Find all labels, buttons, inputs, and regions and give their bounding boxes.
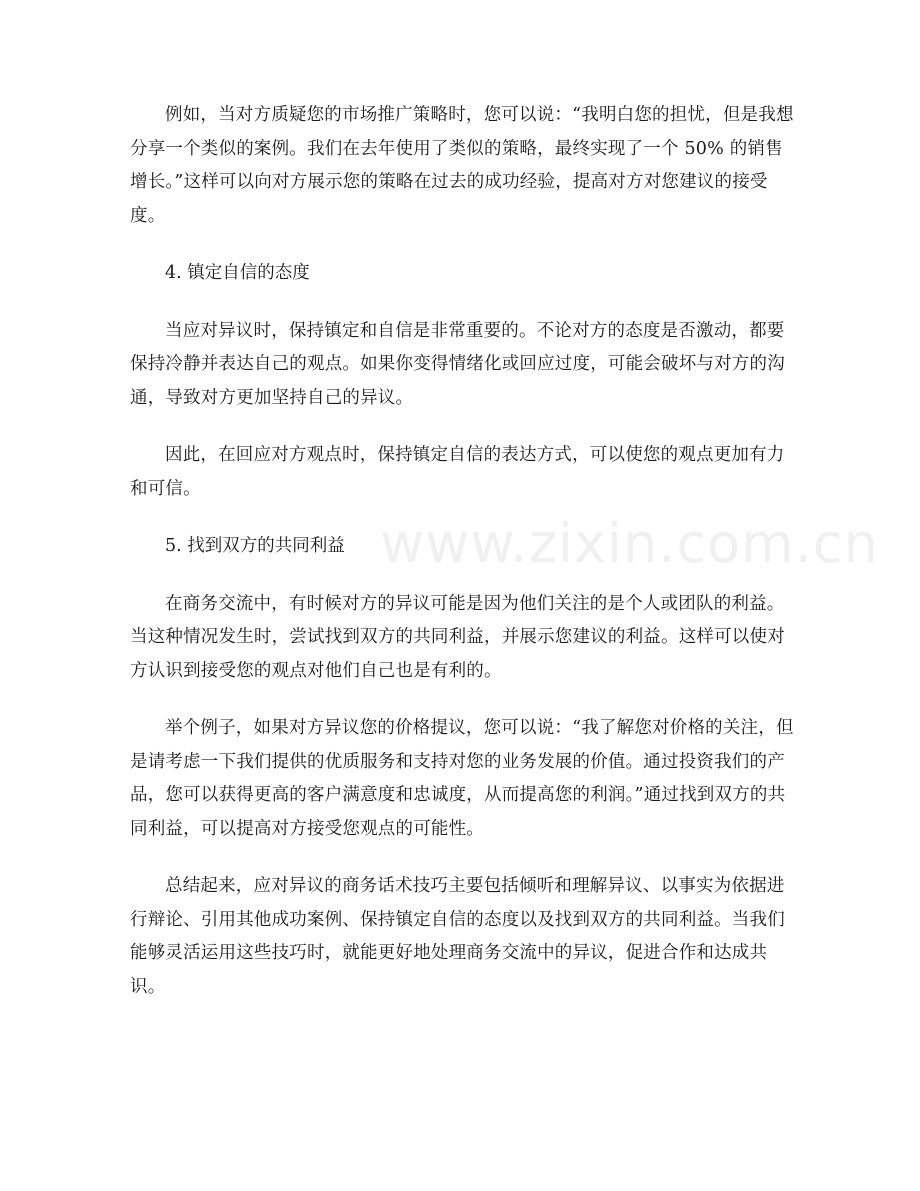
section-heading-4: 4. 镇定自信的态度	[165, 263, 310, 283]
paragraph-stay-calm: 当应对异议时，保持镇定和自信是非常重要的。不论对方的态度是否激动，都要保持冷静并表达自己的观点。如果你变得情绪化或回应过度，可能会破坏与对方的沟通，导致对方更加坚持自己的异议。	[130, 320, 785, 408]
document-body	[130, 99, 879, 1028]
section-heading-5: 5. 找到双方的共同利益	[165, 536, 345, 556]
paragraph-case-example: 例如，当对方质疑您的市场推广策略时，您可以说：“我明白您的担忧，但是我想分享一个类似的案例。我们在去年使用了类似的策略，最终实现了一个 50% 的销售增长。”这样可以向对方展示您的策略在过去的成功经验，提高对方对您建议的接受度。	[130, 105, 794, 226]
watermark-text: www.zixin.com.cn	[380, 512, 879, 575]
paragraph-confident-expression: 因此，在回应对方观点时，保持镇定自信的表达方式，可以使您的观点更加有力和可信。	[130, 445, 785, 499]
paragraph-price-example: 举个例子，如果对方异议您的价格提议，您可以说：“我了解您对价格的关注，但是请考虑一下我们提供的优质服务和支持对您的业务发展的价值。通过投资我们的产品，您可以获得更高的客户满意度和忠诚度，从而提高您的利润。”通过找到双方的共同利益，可以提高对方接受您观点的可能性。	[130, 718, 794, 839]
paragraph-summary: 总结起来，应对异议的商务话术技巧主要包括倾听和理解异议、以事实为依据进行辩论、引用其他成功案例、保持镇定自信的态度以及找到双方的共同利益。当我们能够灵活运用这些技巧时，就能更好地处理商务交流中的异议，促进合作和达成共识。	[130, 876, 785, 997]
paragraph-common-interest: 在商务交流中，有时候对方的异议可能是因为他们关注的是个人或团队的利益。当这种情况发生时，尝试找到双方的共同利益，并展示您建议的利益。这样可以使对方认识到接受您的观点对他们自己也是有利的。	[130, 593, 785, 681]
